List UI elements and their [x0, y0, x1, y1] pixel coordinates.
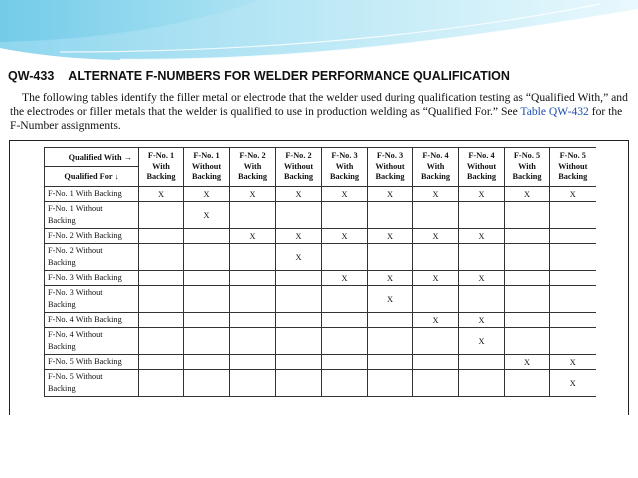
table-body: [45, 187, 596, 397]
column-header-line: Backing: [512, 172, 542, 182]
table-row: [45, 286, 596, 313]
table-cell: [459, 244, 505, 271]
table-cell: [459, 271, 505, 286]
qualification-mark: X: [569, 357, 576, 367]
column-header: [322, 148, 368, 187]
table-cell: [230, 187, 276, 202]
column-header-line: With: [335, 161, 354, 171]
row-label-line: F-No. 5 With Backing: [48, 357, 122, 366]
table-cell: [550, 328, 596, 355]
table-cell: [139, 370, 184, 397]
column-header-line: Backing: [146, 172, 176, 182]
table-row: [45, 202, 596, 229]
column-header: [276, 148, 322, 187]
table-cell: [413, 370, 459, 397]
column-header-line: F-No. 5: [559, 151, 586, 161]
table-cell: [505, 313, 550, 328]
row-label: [45, 229, 139, 244]
table-cell: [139, 313, 184, 328]
table-cell: [505, 187, 550, 202]
table-cell: [184, 370, 230, 397]
table-cell: [368, 286, 413, 313]
qualification-mark: X: [387, 231, 393, 241]
table-row: [45, 244, 596, 271]
table-row: [45, 370, 596, 397]
table-cell: [459, 286, 505, 313]
table-cell: [459, 313, 505, 328]
table-cell: [230, 286, 276, 313]
qualification-mark: X: [341, 273, 348, 283]
table-cell: [322, 328, 368, 355]
table-cell: [459, 202, 505, 229]
table-cell: [505, 286, 550, 313]
row-label-line: F-No. 2 With Backing: [48, 231, 122, 240]
qualification-mark: X: [432, 231, 439, 241]
table-cell: [276, 202, 322, 229]
column-header: [459, 148, 505, 187]
qualification-mark: X: [524, 357, 530, 367]
column-header: [139, 148, 184, 187]
table-cell: [322, 313, 368, 328]
table-cell: [322, 271, 368, 286]
table-cell: [550, 187, 596, 202]
column-header-line: Without: [191, 161, 222, 171]
intro-text: The following tables identify the filler metal or electrode that the welder used during qualification testing as “Qualified With,” and the electrodes or filler metals that the welder is qualified to use in production welding as “Qualified For.” See: [10, 91, 628, 119]
column-header-line: With: [243, 161, 262, 171]
row-label-line: Backing: [48, 258, 76, 267]
qualification-mark: X: [295, 252, 302, 262]
section-heading: ALTERNATE F-NUMBERS FOR WELDER PERFORMANCE QUALIFICATION: [68, 69, 510, 83]
table-cell: [230, 229, 276, 244]
qualification-mark: X: [432, 273, 439, 283]
table-cell: [139, 271, 184, 286]
table-reference-link[interactable]: Table QW-432: [520, 105, 589, 119]
column-header-line: Backing: [191, 172, 222, 182]
intro-tail: for the F-Number assignments.: [10, 105, 623, 133]
table-cell: [459, 229, 505, 244]
section-code: QW-433: [8, 69, 55, 83]
table-cell: [322, 187, 368, 202]
row-label: [45, 286, 139, 313]
column-header-line: F-No. 1: [193, 151, 220, 161]
table-cell: [459, 187, 505, 202]
table-cell: [276, 313, 322, 328]
table-cell: [413, 229, 459, 244]
qualification-mark: X: [249, 189, 256, 199]
table-cell: [368, 328, 413, 355]
table-cell: [413, 313, 459, 328]
qualification-mark: X: [478, 273, 485, 283]
table-cell: [413, 328, 459, 355]
header-row: [45, 148, 596, 187]
table-cell: [550, 202, 596, 229]
column-header-line: F-No. 4: [468, 151, 495, 161]
table-cell: [322, 229, 368, 244]
table-cell: [322, 202, 368, 229]
table-cell: [184, 202, 230, 229]
qualification-mark: X: [203, 189, 210, 199]
row-label-line: F-No. 1 Without: [48, 204, 103, 213]
qualification-mark: X: [478, 231, 485, 241]
column-header: [413, 148, 459, 187]
table-cell: [413, 202, 459, 229]
table-cell: [276, 355, 322, 370]
table-row: [45, 313, 596, 328]
table-cell: [550, 244, 596, 271]
row-label: [45, 244, 139, 271]
table-cell: [505, 229, 550, 244]
qualification-mark: X: [203, 210, 210, 220]
column-header-line: F-No. 1: [147, 151, 175, 161]
table-cell: [505, 202, 550, 229]
table-cell: [505, 355, 550, 370]
table-cell: [184, 229, 230, 244]
qualification-mark: X: [432, 189, 439, 199]
column-header-line: Backing: [420, 172, 451, 182]
row-label: [45, 355, 139, 370]
table-row: [45, 328, 596, 355]
table-corner-header: [45, 148, 139, 187]
table-cell: [230, 202, 276, 229]
column-header-line: Without: [375, 161, 405, 171]
qualification-mark: X: [387, 273, 393, 283]
qualification-mark: X: [387, 189, 393, 199]
f-number-table: [44, 147, 596, 397]
table-cell: [459, 328, 505, 355]
table-cell: [505, 271, 550, 286]
table-cell: [230, 355, 276, 370]
table-cell: [550, 370, 596, 397]
table-cell: [230, 328, 276, 355]
table-cell: [276, 370, 322, 397]
column-header-line: Without: [283, 161, 314, 171]
table-cell: [139, 355, 184, 370]
table-cell: [505, 244, 550, 271]
qualification-mark: X: [478, 189, 485, 199]
row-label-line: F-No. 3 Without: [48, 288, 103, 297]
table-cell: [550, 271, 596, 286]
qualification-mark: X: [158, 189, 164, 199]
column-header-line: F-No. 3: [376, 151, 404, 161]
qualification-mark: X: [569, 189, 576, 199]
table-cell: [413, 244, 459, 271]
row-label-line: Backing: [48, 216, 76, 225]
table-cell: [184, 187, 230, 202]
qualification-mark: X: [524, 189, 530, 199]
table-cell: [276, 244, 322, 271]
column-header: [368, 148, 413, 187]
table-cell: [139, 328, 184, 355]
qualification-mark: X: [341, 189, 348, 199]
column-header: [550, 148, 596, 187]
row-label-line: F-No. 4 With Backing: [48, 315, 122, 324]
table-cell: [184, 313, 230, 328]
row-label: [45, 313, 139, 328]
table-cell: [322, 370, 368, 397]
row-label-line: F-No. 2 Without: [48, 246, 103, 255]
table-cell: [550, 313, 596, 328]
table-cell: [276, 271, 322, 286]
row-label: [45, 202, 139, 229]
table-cell: [368, 313, 413, 328]
row-label-line: F-No. 1 With Backing: [48, 189, 122, 198]
table-cell: [368, 370, 413, 397]
qualified-for-label: Qualified For ↓: [64, 172, 119, 181]
qualified-with-label: Qualified With →: [45, 152, 138, 167]
table-cell: [413, 187, 459, 202]
table-cell: [184, 328, 230, 355]
table-cell: [139, 244, 184, 271]
column-header-line: With: [152, 161, 170, 171]
qualification-mark: X: [478, 315, 485, 325]
table-cell: [368, 244, 413, 271]
row-label-line: F-No. 5 Without: [48, 372, 103, 381]
table-cell: [230, 313, 276, 328]
table-cell: [230, 370, 276, 397]
row-label-line: Backing: [48, 342, 76, 351]
qualification-mark: X: [478, 336, 485, 346]
table-cell: [139, 286, 184, 313]
section-title: [8, 69, 638, 83]
column-header: [184, 148, 230, 187]
column-header-line: Backing: [375, 172, 405, 182]
intro-paragraph: [10, 91, 632, 134]
table-cell: [459, 355, 505, 370]
table-cell: [322, 355, 368, 370]
table-cell: [230, 244, 276, 271]
table-cell: [322, 244, 368, 271]
column-header: [230, 148, 276, 187]
table-cell: [550, 229, 596, 244]
table-row: [45, 271, 596, 286]
column-header-line: Backing: [558, 172, 588, 182]
table-cell: [184, 286, 230, 313]
table-cell: [139, 202, 184, 229]
column-header-line: F-No. 4: [422, 151, 449, 161]
column-header-line: With: [518, 161, 536, 171]
decorative-header-swoosh: [0, 0, 638, 70]
row-label: [45, 328, 139, 355]
table-cell: [184, 244, 230, 271]
table-row: [45, 355, 596, 370]
table-cell: [368, 229, 413, 244]
table-row: [45, 229, 596, 244]
table-cell: [276, 286, 322, 313]
row-label-line: F-No. 3 With Backing: [48, 273, 122, 282]
qualification-mark: X: [249, 231, 256, 241]
column-header-line: Without: [466, 161, 497, 171]
table-cell: [550, 286, 596, 313]
table-cell: [276, 328, 322, 355]
qualification-mark: X: [569, 378, 576, 388]
table-cell: [368, 271, 413, 286]
table-cell: [505, 370, 550, 397]
table-cell: [505, 328, 550, 355]
column-header-line: Backing: [283, 172, 314, 182]
table-cell: [459, 370, 505, 397]
table-cell: [184, 355, 230, 370]
column-header-line: F-No. 3: [331, 151, 358, 161]
column-header-line: Backing: [329, 172, 360, 182]
table-cell: [276, 187, 322, 202]
table-cell: [368, 187, 413, 202]
table-row: [45, 187, 596, 202]
table-cell: [139, 187, 184, 202]
qualification-mark: X: [432, 315, 439, 325]
row-label-line: F-No. 4 Without: [48, 330, 103, 339]
row-label: [45, 370, 139, 397]
column-header: [505, 148, 550, 187]
table-cell: [276, 229, 322, 244]
table-cell: [413, 286, 459, 313]
row-label: [45, 271, 139, 286]
qualification-mark: X: [387, 294, 393, 304]
column-header-line: F-No. 5: [513, 151, 541, 161]
table-cell: [550, 355, 596, 370]
column-header-line: F-No. 2: [285, 151, 312, 161]
column-header-line: Backing: [466, 172, 497, 182]
qualification-mark: X: [341, 231, 348, 241]
table-cell: [230, 271, 276, 286]
row-label-line: Backing: [48, 384, 76, 393]
column-header-line: Backing: [237, 172, 268, 182]
table-cell: [368, 355, 413, 370]
table-cell: [184, 271, 230, 286]
column-header-line: With: [426, 161, 445, 171]
row-label-line: Backing: [48, 300, 76, 309]
column-header-line: Without: [558, 161, 588, 171]
qualification-mark: X: [295, 189, 302, 199]
table-cell: [322, 286, 368, 313]
qualification-mark: X: [295, 231, 302, 241]
table-cell: [368, 202, 413, 229]
table-cell: [413, 355, 459, 370]
table-cell: [139, 229, 184, 244]
row-label: [45, 187, 139, 202]
table-cell: [413, 271, 459, 286]
column-header-line: F-No. 2: [239, 151, 266, 161]
